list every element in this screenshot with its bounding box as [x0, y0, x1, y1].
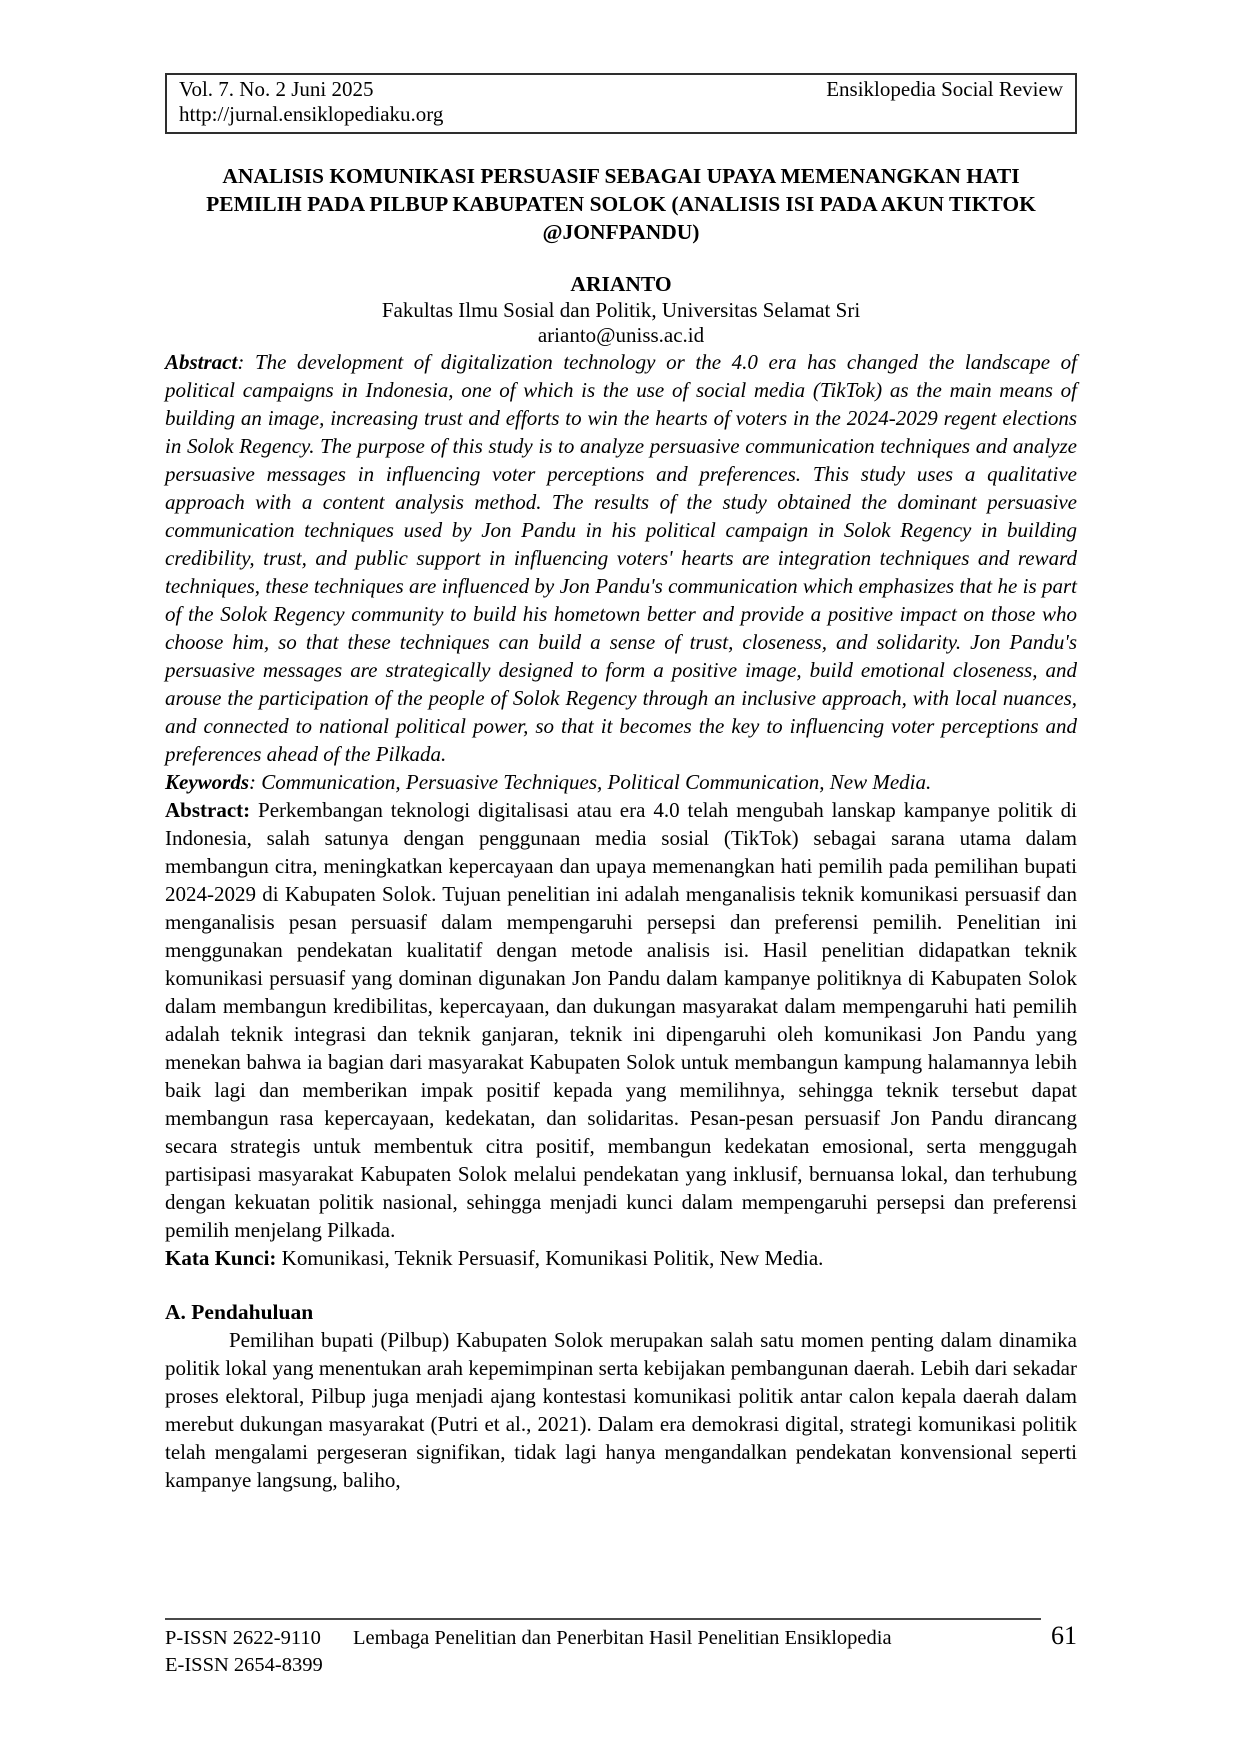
- abstract-indonesian: [165, 796, 1077, 1244]
- p-issn: P-ISSN 2622-9110: [165, 1627, 321, 1649]
- keywords-indonesian-text: Komunikasi, Teknik Persuasif, Komunikasi Politik, New Media.: [276, 1246, 824, 1270]
- journal-header-box: [165, 73, 1077, 134]
- keywords-indonesian: [165, 1244, 1077, 1272]
- page-number: 61: [1051, 1621, 1077, 1650]
- intro-paragraph: Pemilihan bupati (Pilbup) Kabupaten Solok merupakan salah satu momen penting dalam dinamika politik lokal yang menentukan arah kepemimpinan serta kebijakan pembangunan daerah. Lebih dari sekadar proses elektoral, Pilbup juga menjadi ajang kontestasi komunikasi politik antar calon kepala daerah dalam merebut dukungan masyarakat (Putri et al., 2021). Dalam era demokrasi digital, strategi komunikasi politik telah mengalami pergeseran signifikan, tidak lagi hanya mengandalkan pendekatan konvensional seperti kampanye langsung, baliho,: [165, 1328, 1077, 1492]
- abstract-english-label: Abstract: [165, 350, 238, 374]
- abstract-english: [165, 348, 1077, 768]
- article-title: ANALISIS KOMUNIKASI PERSUASIF SEBAGAI UPAYA MEMENANGKAN HATI PEMILIH PADA PILBUP KABUPATEN SOLOK (ANALISIS ISI PADA AKUN TIKTOK @JONFPANDU): [206, 164, 1036, 244]
- keywords-english: [165, 768, 1077, 796]
- journal-url: http://jurnal.ensiklopediaku.org: [179, 102, 444, 126]
- author-name: ARIANTO: [570, 272, 672, 296]
- volume-issue-label: Vol. 7. No. 2 Juni 2025: [179, 77, 374, 101]
- author-affiliation: Fakultas Ilmu Sosial dan Politik, Universitas Selamat Sri: [381, 298, 861, 322]
- section-heading-pendahuluan: A. Pendahuluan: [165, 1300, 314, 1324]
- publisher-name: Lembaga Penelitian dan Penerbitan Hasil Penelitian Ensiklopedia: [353, 1627, 892, 1649]
- keywords-english-label: Keywords: [165, 770, 249, 794]
- abstract-indonesian-text: Perkembangan teknologi digitalisasi atau era 4.0 telah mengubah lanskap kampanye politik di Indonesia, salah satunya dengan penggunaan media sosial (TikTok) sebagai sarana utama dalam membangun citra, meningkatkan kepercayaan dan upaya memenangkan hati pemilih pada pemilihan bupati 2024-2029 di Kabupaten Solok. Tujuan penelitian ini adalah menganalisis teknik komunikasi persuasif dan menganalisis pesan persuasif dalam mempengaruhi persepsi dan preferensi pemilih. Penelitian ini menggunakan pendekatan kualitatif dengan metode analisis isi. Hasil penelitian didapatkan teknik komunikasi persuasif yang dominan digunakan Jon Pandu dalam kampanye politiknya di Kabupaten Solok dalam membangun kredibilitas, kepercayaan, dan dukungan masyarakat dalam mempengaruhi hati pemilih adalah teknik integrasi dan teknik ganjaran, teknik ini dipengaruhi oleh komunikasi Jon Pandu yang menekan bahwa ia bagian dari masyarakat Kabupaten Solok untuk membangun kampung halamannya lebih baik lagi dan memberikan impak positif kepada yang memilihnya, sehingga teknik tersebut dapat membangun rasa kepercayaan, kedekatan, dan solidaritas. Pesan-pesan persuasif Jon Pandu dirancang secara strategis untuk membentuk citra positif, membangun kedekatan emosional, serta menggugah partisipasi masyarakat Kabupaten Solok melalui pendekatan yang inklusif, bernuansa lokal, dan terhubung dengan kekuatan politik nasional, sehingga menjadi kunci dalam mempengaruhi persepsi dan preferensi pemilih menjelang Pilkada.: [165, 798, 1077, 1242]
- keywords-english-text: : Communication, Persuasive Techniques, Political Communication, New Media.: [249, 770, 932, 794]
- abstract-english-text: : The development of digitalization technology or the 4.0 era has changed the landscape of political campaigns in Indonesia, one of which is the use of social media (TikTok) as the main means of building an image, increasing trust and efforts to win the hearts of voters in the 2024-2029 regent elections in Solok Regency. The purpose of this study is to analyze persuasive communication techniques and analyze persuasive messages in influencing voter perceptions and preferences. This study uses a qualitative approach with a content analysis method. The results of the study obtained the dominant persuasive communication techniques used by Jon Pandu in his political campaign in Solok Regency in building credibility, trust, and public support in influencing voters' hearts are integration techniques and reward techniques, these techniques are influenced by Jon Pandu's communication which emphasizes that he is part of the Solok Regency community to build his hometown better and provide a positive impact on those who choose him, so that these techniques can build a sense of trust, closeness, and solidarity. Jon Pandu's persuasive messages are strategically designed to form a positive image, build emotional closeness, and arouse the participation of the people of Solok Regency through an inclusive approach, with local nuances, and connected to national political power, so that it becomes the key to influencing voter perceptions and preferences ahead of the Pilkada.: [165, 350, 1077, 766]
- e-issn: E-ISSN 2654-8399: [165, 1654, 323, 1676]
- author-block: [165, 272, 1077, 348]
- footer-divider: [165, 1618, 1041, 1620]
- keywords-indonesian-label: Kata Kunci:: [165, 1246, 277, 1270]
- page-footer: [165, 1618, 1077, 1678]
- author-email: arianto@uniss.ac.id: [537, 323, 705, 347]
- journal-name: Ensiklopedia Social Review: [826, 77, 1063, 101]
- abstract-indonesian-label: Abstract:: [165, 798, 251, 822]
